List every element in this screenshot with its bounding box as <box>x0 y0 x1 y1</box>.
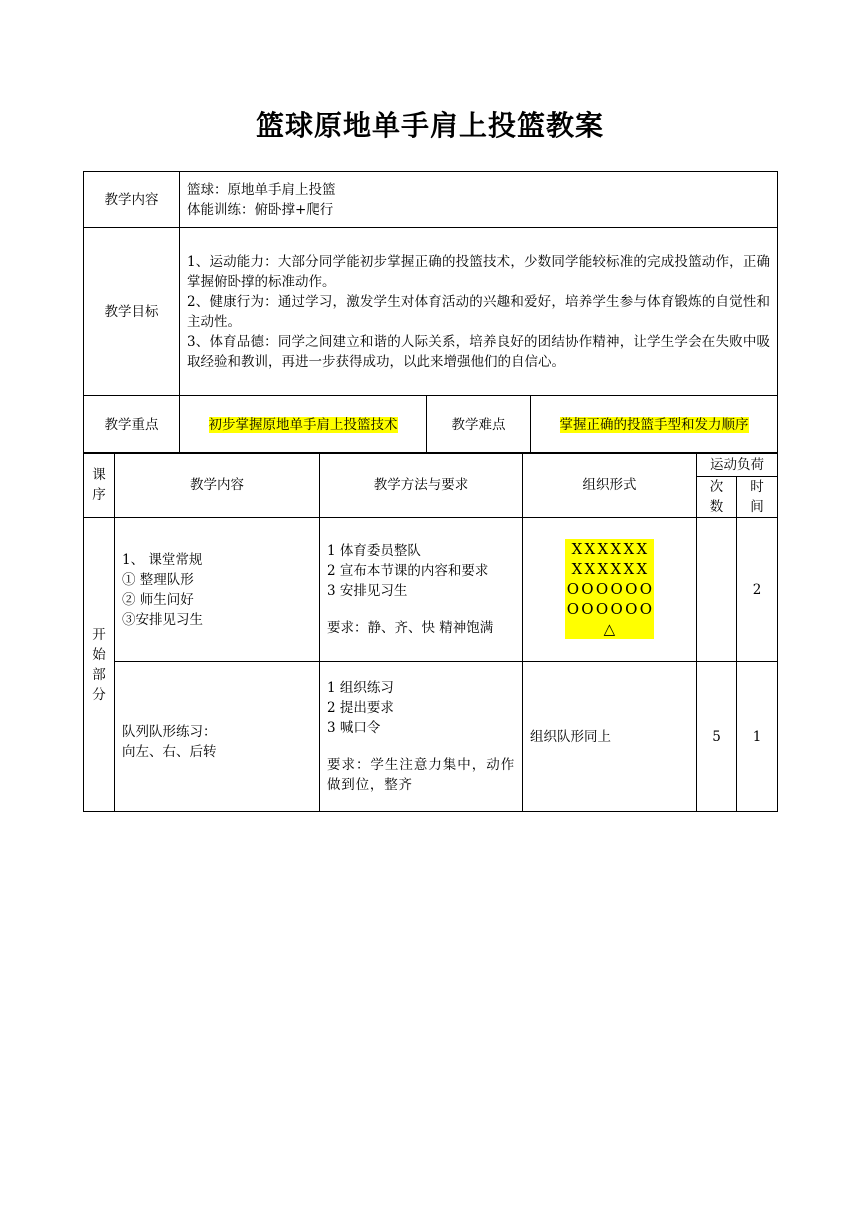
method-requirement: 要求：静、齐、快 精神饱满 <box>327 620 494 636</box>
row1-content <box>115 518 320 662</box>
key-value: 初步掌握原地单手肩上投篮技术 <box>208 416 398 433</box>
formation-line: XXXXXX <box>571 560 650 578</box>
content-line: 1、 课堂常规 <box>122 551 203 568</box>
difficulty-value: 掌握正确的投篮手型和发力顺序 <box>559 416 749 433</box>
formation-diagram <box>565 539 655 639</box>
goal-line: 2、健康行为：通过学习，激发学生对体育活动的兴趣和爱好，培养学生参与体育锻炼的自觉性和主动性。 <box>187 293 770 330</box>
goal-line: 1、运动能力：大部分同学能初步掌握正确的投篮技术，少数同学能较标准的完成投篮动作，正确掌握俯卧撑的标准动作。 <box>187 253 770 290</box>
row2-method <box>320 662 523 812</box>
content-header: 教学内容 <box>115 453 320 518</box>
method-line: 1 体育委员整队 <box>327 543 421 559</box>
formation-teacher: △ <box>603 620 618 638</box>
organization-header: 组织形式 <box>523 453 697 518</box>
load-header: 运动负荷 <box>697 453 778 477</box>
method-line: 3 喊口令 <box>327 719 381 736</box>
row1-duration: 2 <box>737 518 778 662</box>
lesson-schedule-table <box>83 452 778 812</box>
content-label: 教学内容 <box>84 172 180 228</box>
formation-line: XXXXXX <box>571 540 650 558</box>
method-requirement: 要求：学生注意力集中，动作做到位，整齐 <box>327 756 515 793</box>
content-line: ① 整理队形 <box>122 571 194 588</box>
row2-duration: 1 <box>737 662 778 812</box>
row1-times <box>697 518 737 662</box>
content-line: 体能训练：俯卧撑+爬行 <box>187 201 334 218</box>
key-label: 教学重点 <box>84 396 180 454</box>
goal-value <box>180 228 778 396</box>
goal-line: 3、体育品德：同学之间建立和谐的人际关系，培养良好的团结协作精神，让学生学会在失败中吸取经验和教训，再进一步获得成功，以此来增强他们的自信心。 <box>187 333 770 370</box>
method-line: 2 提出要求 <box>327 699 394 716</box>
formation-line: OOOOOO <box>566 580 655 598</box>
lesson-info-table <box>83 171 778 454</box>
section-name: 开始部分 <box>84 518 115 812</box>
method-line: 1 组织练习 <box>327 679 394 696</box>
row2-times: 5 <box>697 662 737 812</box>
times-header: 次数 <box>697 477 737 518</box>
content-value <box>180 172 778 228</box>
difficulty-label: 教学难点 <box>427 396 531 454</box>
row2-organization: 组织队形同上 <box>523 662 697 812</box>
duration-header: 时间 <box>737 477 778 518</box>
row1-organization <box>523 518 697 662</box>
method-header: 教学方法与要求 <box>320 453 523 518</box>
page-title: 篮球原地单手肩上投篮教案 <box>255 109 604 142</box>
sequence-header: 课序 <box>84 453 115 518</box>
content-line: 队列队形练习： <box>122 723 217 740</box>
goal-label: 教学目标 <box>84 228 180 396</box>
content-line: 篮球：原地单手肩上投篮 <box>187 181 336 198</box>
formation-line: OOOOOO <box>566 600 655 618</box>
content-line: ② 师生问好 <box>122 591 194 608</box>
content-line: 向左、右、后转 <box>122 743 217 760</box>
content-line: ③安排见习生 <box>122 611 203 628</box>
row2-content <box>115 662 320 812</box>
method-line: 3 安排见习生 <box>327 583 408 599</box>
row1-method <box>320 518 523 662</box>
method-line: 2 宣布本节课的内容和要求 <box>327 563 489 579</box>
